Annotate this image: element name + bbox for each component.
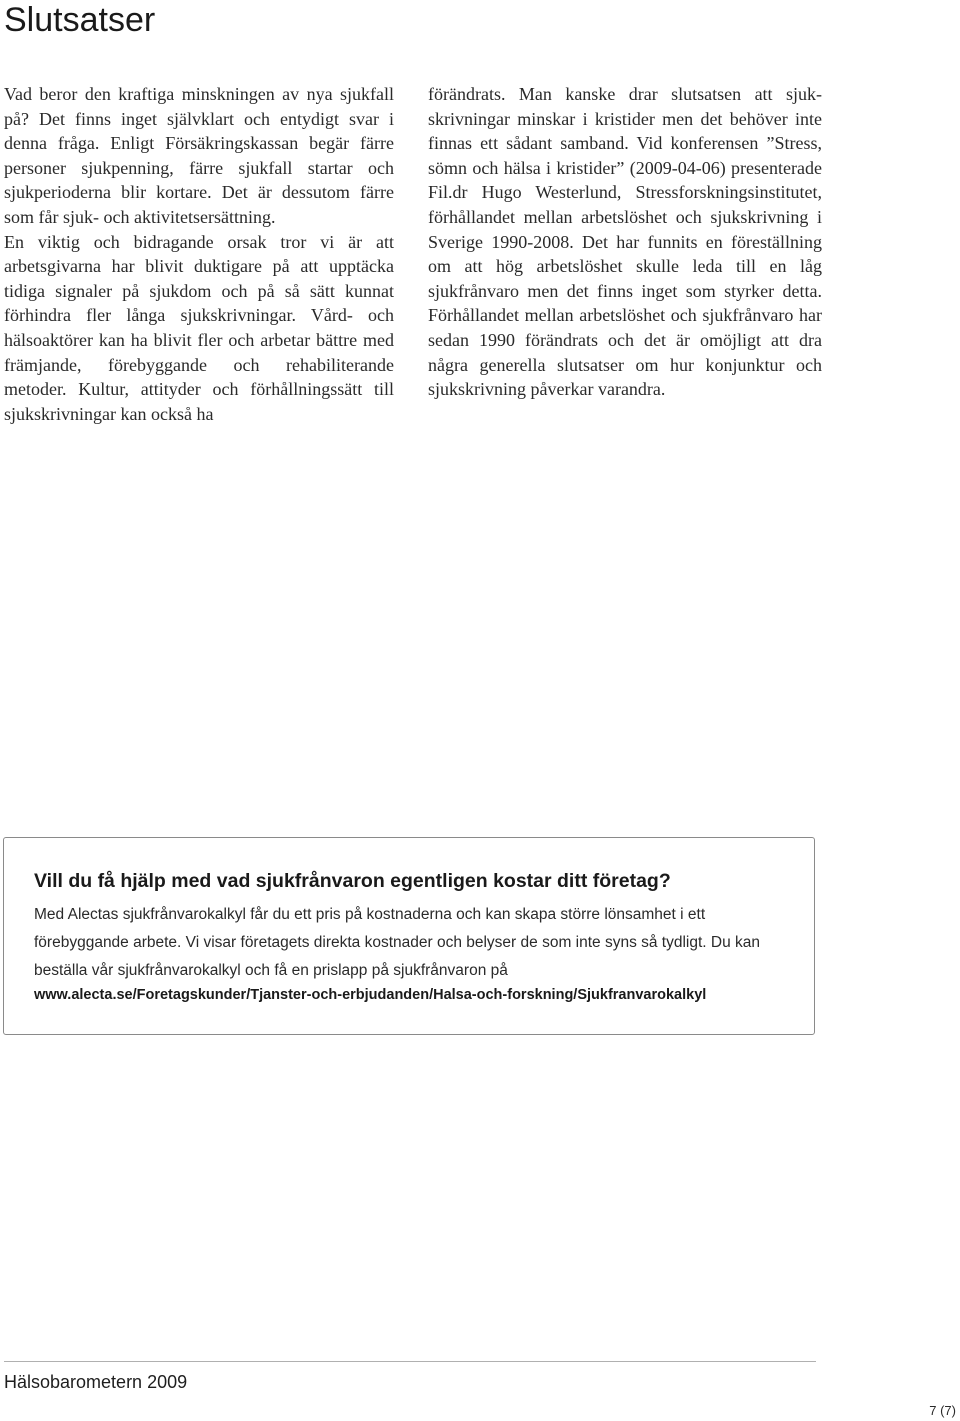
article-right-column: [428, 82, 822, 402]
sjukfranvarokalkyl-link[interactable]: www.alecta.se/Foretagskunder/Tjanster-och-erbjudanden/Halsa-och-forskning/Sjukfranvarokalkyl: [34, 987, 707, 1003]
footer-divider: [4, 1361, 816, 1362]
page-title: Slutsatser: [4, 1, 156, 39]
footer-publication-title: Hälsobarometern 2009: [4, 1372, 188, 1392]
info-box: [3, 837, 815, 1035]
info-box-heading: Vill du få hjälp med vad sjukfrånvaron egentligen kostar ditt företag?: [34, 870, 671, 892]
left-paragraph-2: En viktig och bidragande orsak tror vi är att arbetsgivarna har blivit duktigare på att upptäcka tidiga signaler på sjukdom och på så sätt kunnat förhindra fler långa sjukskrivningar. Vård- och hälsoaktörer kan ha blivit fler och arbetar bättre med främjande, förebyggande och rehabiliterande metoder. Kultur, attityder och förhållningssätt till sjukskrivningar kan också ha: [4, 231, 394, 424]
page-number: 7 (7): [929, 1403, 956, 1418]
article-left-column: [4, 82, 394, 426]
left-paragraph-1: Vad beror den kraftiga minskningen av nya sjukfall på? Det finns inget självklart och entydigt svar i denna fråga. Enligt Försäkringskassan begär färre personer sjukpenning, färre sjukfall startar och sjukperioderna blir kortare. Det är dessutom färre som får sjuk- och aktivitetsersättning.: [4, 84, 394, 227]
right-paragraph-1: förändrats. Man kanske drar slutsatsen att sjukskrivningar minskar i kristider men det behöver inte finnas ett sådant samband. Vid konferensen ”Stress, sömn och hälsa i kristider” (2009-04-06) presenterade Fil.dr Hugo Westerlund, Stressforskningsinstitutet, förhållandet mellan arbetslöshet och sjukskrivning i Sverige 1990-2008. Det har funnits en föreställning om att hög arbetslöshet skulle leda till en låg sjukfrånvaro men det finns inget som styrker detta. Förhållandet mellan arbetslöshet och sjukfrånvaro har sedan 1990 förändrats och det är omöjligt att dra några generella slutsatser om hur konjunktur och sjukskrivning påverkar varandra.: [428, 84, 822, 400]
info-box-body: Med Alectas sjukfrånvarokalkyl får du ett pris på kostnaderna och kan skapa större lönsamhet i ett förebyggande arbete. Vi visar företagets direkta kostnader och belyser de som inte syns så tydligt. Du kan beställa vår sjukfrånvarokalkyl och få en prislapp på sjukfrånvaron på: [34, 906, 761, 979]
